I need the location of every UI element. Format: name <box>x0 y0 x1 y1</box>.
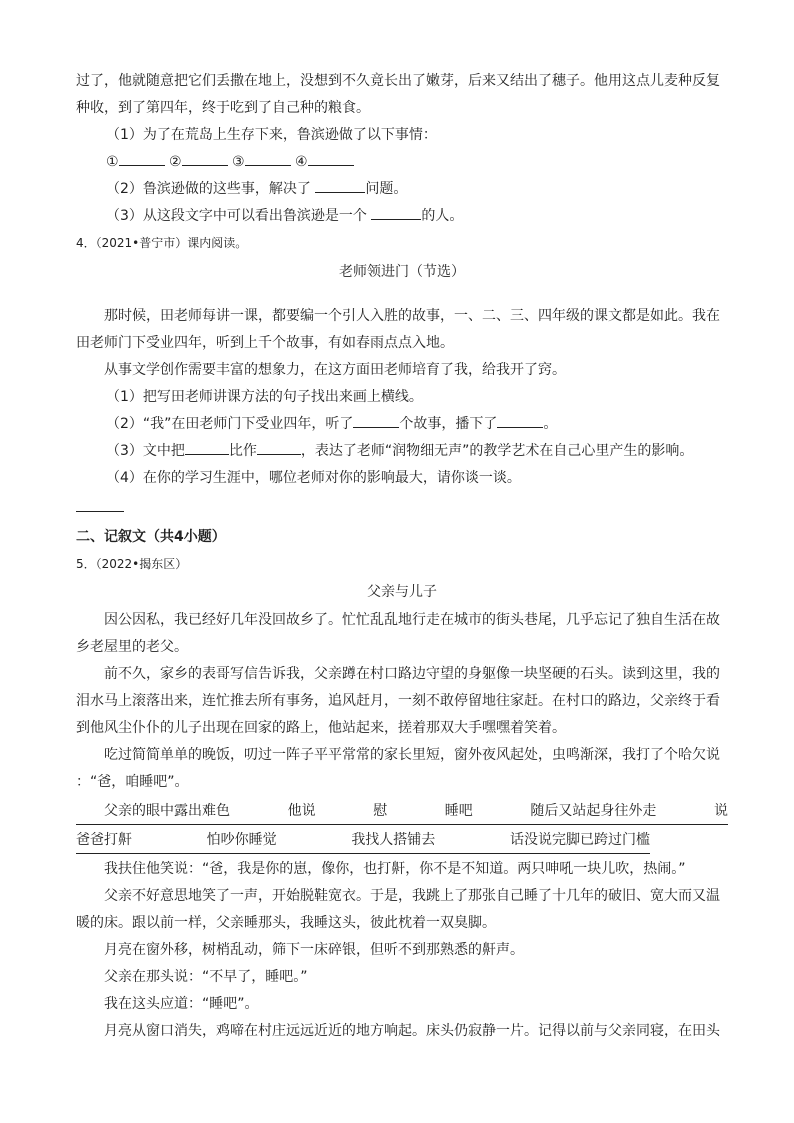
answer-line-row <box>76 492 728 524</box>
mark-1: ① <box>106 154 119 170</box>
section-heading: 二、记叙文（共4小题） <box>76 529 226 545</box>
story-title: 父亲与儿子 <box>367 584 437 600</box>
question-text: 问题。 <box>365 181 408 197</box>
question-text: 比作 <box>228 443 257 459</box>
question-text: （2）鲁滨逊做的这些事，解决了 <box>106 181 311 197</box>
question-3-1-blanks <box>76 149 728 176</box>
fill-in-row <box>76 798 728 825</box>
question-4-header: 4．（2021•普宁市）课内阅读。 <box>76 236 248 250</box>
question-4-4: （4）在你的学习生涯中，哪位老师对你的影响最大，请你谈一谈。 <box>106 470 521 486</box>
question-text: （3）从这段文字中可以看出鲁滨逊是一个 <box>106 208 367 224</box>
question-4-1: （1）把写田老师讲课方法的句子找出来画上横线。 <box>106 389 423 405</box>
fragment: 我找人搭铺去 <box>351 832 436 848</box>
spacer <box>76 287 728 303</box>
passage-line: 月亮从窗口消失，鸡啼在村庄远远近近的地方响起。床头仍寂静一片。记得以前与父亲同寝，在田头 <box>104 1023 720 1039</box>
passage-line: 月亮在窗外移，树梢乱动，筛下一床碎银，但听不到那熟悉的鼾声。 <box>104 942 524 958</box>
fragment: 怕吵你睡觉 <box>206 832 277 848</box>
document-page <box>76 68 728 1045</box>
passage-line: 暖的床。跟以前一样，父亲睡那头，我睡这头，彼此枕着一双臭脚。 <box>76 915 496 931</box>
fill-in-row <box>76 827 650 854</box>
passage-line: 种收，到了第四年，终于吃到了自己种的粮食。 <box>76 100 370 116</box>
question-4-3 <box>76 438 728 465</box>
passage-line: 父亲在那头说：“不早了，睡吧。” <box>104 969 308 985</box>
mark-4: ④ <box>295 154 308 170</box>
answer-blank[interactable] <box>497 413 543 428</box>
question-3-2 <box>76 176 728 203</box>
passage-line: 吃过简简单单的晚饭，叨过一阵子平平常常的家长里短，窗外夜风起处，虫鸣渐深，我打了个哈欠说 <box>104 747 720 763</box>
question-text: （3）文中把 <box>106 443 185 459</box>
passage-line: 从事文学创作需要丰富的想象力，在这方面田老师培育了我，给我开了窍。 <box>104 362 566 378</box>
question-text: （2）“我”在田老师门下受业四年，听了 <box>106 416 354 432</box>
passage-line: ：“爸，咱睡吧”。 <box>76 774 189 790</box>
passage-line: 我在这头应道：“睡吧”。 <box>104 996 259 1012</box>
answer-blank[interactable] <box>185 440 229 455</box>
fragment: 父亲的眼中露出难色 <box>104 803 230 819</box>
fragment: 睡吧 <box>444 803 473 819</box>
passage-line: 前不久，家乡的表哥写信告诉我，父亲蹲在村口路边守望的身躯像一块坚硬的石头。读到这里，我的 <box>104 666 720 682</box>
passage-line: 因公因私，我已经好几年没回故乡了。忙忙乱乱地行走在城市的街头巷尾，几乎忘记了独自生活在故 <box>104 612 720 628</box>
passage-line: 父亲不好意思地笑了一声，开始脱鞋宽衣。于是，我跳上了那张自己睡了十几年的破旧、宽大而又温 <box>104 888 720 904</box>
answer-blank[interactable] <box>315 178 365 193</box>
passage-line: 乡老屋里的老父。 <box>76 639 188 655</box>
question-3-3 <box>76 203 728 230</box>
answer-blank[interactable] <box>119 151 165 166</box>
passage-line: 过了，他就随意把它们丢撒在地上，没想到不久竟长出了嫩芽，后来又结出了穗子。他用这点儿麦种反复 <box>76 73 720 89</box>
answer-blank[interactable] <box>353 413 399 428</box>
question-text: 。 <box>543 416 558 432</box>
fragment: 慰 <box>373 803 388 819</box>
question-4-2 <box>76 411 728 438</box>
passage-line: 那时候，田老师每讲一课，都要编一个引人入胜的故事，一、二、三、四年级的课文都是如此。我在 <box>104 308 720 324</box>
answer-blank[interactable] <box>245 151 291 166</box>
answer-blank[interactable] <box>182 151 228 166</box>
mark-3: ③ <box>232 154 245 170</box>
question-text: ，表达了老师“润物细无声”的教学艺术在自己心里产生的影响。 <box>300 443 694 459</box>
question-3-1: （1）为了在荒岛上生存下来，鲁滨逊做了以下事情： <box>106 127 437 143</box>
fragment: 话没说完脚已跨过门槛 <box>509 832 650 848</box>
question-5-header: 5．（2022•揭东区） <box>76 557 188 571</box>
question-text: 的人。 <box>421 208 464 224</box>
passage-line: 到他风尘仆仆的儿子出现在回家的路上，他站起来，搓着那双大手嘿嘿着笑着。 <box>76 720 566 736</box>
answer-blank[interactable] <box>257 440 301 455</box>
fragment: 随后又站起身往外走 <box>530 803 657 819</box>
passage-line: 我扶住他笑说：“爸，我是你的崽，像你，也打鼾，你不是不知道。两只呻吼一块儿吹，热闹。” <box>104 861 686 877</box>
question-text: 个故事，播下了 <box>399 416 498 432</box>
answer-blank[interactable] <box>76 497 124 512</box>
passage-line: 田老师门下受业四年，听到上千个故事，有如春雨点点入地。 <box>76 335 454 351</box>
answer-blank[interactable] <box>371 205 421 220</box>
answer-blank[interactable] <box>308 151 354 166</box>
passage-line: 泪水马上滚落出来，连忙推去所有事务，追风赶月，一刻不敢停留地往家赶。在村口的路边，父亲终于看 <box>76 693 720 709</box>
fragment: 爸爸打鼾 <box>76 832 132 848</box>
fragment: 说 <box>713 803 728 819</box>
passage-title: 老师领进门（节选） <box>339 264 465 280</box>
mark-2: ② <box>169 154 182 170</box>
fragment: 他说 <box>287 803 316 819</box>
